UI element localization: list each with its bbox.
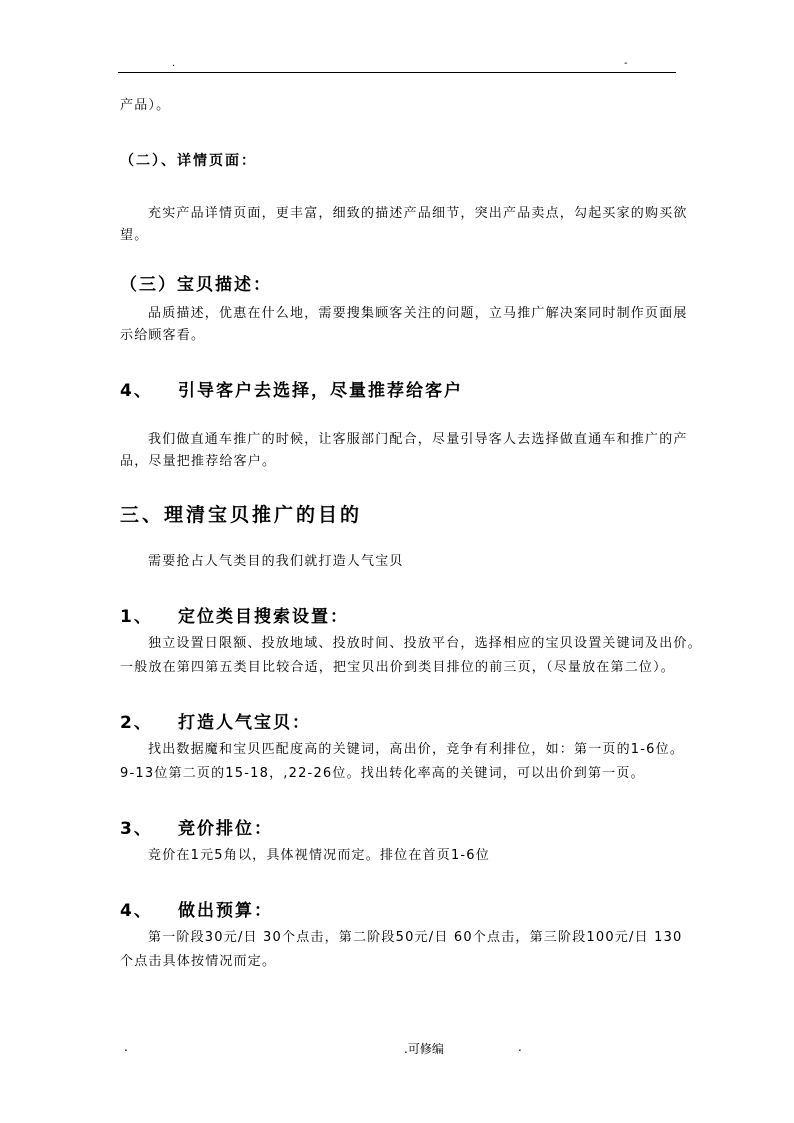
heading-text: 定位类目搜索设置： xyxy=(178,607,349,627)
paragraph-budget-line1: 第一阶段30元/日 30个点击，第二阶段50元/日 60个点击，第三阶段100元/日 130 xyxy=(148,930,683,945)
paragraph-guide-line1: 我们做直通车推广的时候，让客服部门配合，尽量引导客人去选择做直通车和推广的产 xyxy=(148,432,688,447)
paragraph-guide-line2: 品，尽量把推荐给客户。 xyxy=(120,454,277,469)
footer-right-mark: . xyxy=(518,1040,522,1054)
paragraph-popular-line2: 9-13位第二页的15-18，,22-26位。找出转化率高的关键词，可以出价到第一页。 xyxy=(120,766,645,781)
heading-number: 4、 xyxy=(120,381,153,401)
paragraph-description-line1: 品质描述，优惠在什么地，需要搜集顾客关注的问题，立马推广解决案同时制作页面展 xyxy=(148,306,688,321)
heading-category-search xyxy=(120,602,349,627)
heading-text: 做出预算： xyxy=(178,901,273,921)
section-heading-promotion-purpose: 三、理清宝贝推广的目的 xyxy=(120,504,363,526)
paragraph-promotion-intro: 需要抢占人气类目的我们就打造人气宝贝 xyxy=(148,554,404,569)
header-left-mark: . xyxy=(172,58,176,69)
heading-text: 引导客户去选择，尽量推荐给客户 xyxy=(178,381,463,401)
heading-number: 1、 xyxy=(120,607,153,627)
footer-editable-note: .可修编 xyxy=(404,1042,444,1056)
heading-popular-item xyxy=(120,708,311,733)
heading-number: 2、 xyxy=(120,713,153,733)
header-right-mark: - xyxy=(624,58,628,69)
paragraph-detail-line2: 望。 xyxy=(120,228,149,243)
header-rule xyxy=(118,72,676,73)
paragraph-category-line1: 独立设置日限额、投放地域、投放时间、投放平台，选择相应的宝贝设置关键词及出价。 xyxy=(148,636,702,651)
paragraph-description-line2: 示给顾客看。 xyxy=(120,328,206,343)
subheading-item-description: （三）宝贝描述： xyxy=(120,275,272,295)
heading-guide-customers xyxy=(120,376,463,401)
heading-text: 竞价排位： xyxy=(178,819,273,839)
paragraph-popular-line1: 找出数据魔和宝贝匹配度高的关键词，高出价，竞争有利排位，如：第一页的1-6位。 xyxy=(148,742,685,757)
heading-number: 4、 xyxy=(120,901,153,921)
heading-budget xyxy=(120,896,273,921)
paragraph-bid-line1: 竞价在1元5角以，具体视情况而定。排位在首页1-6位 xyxy=(148,848,490,863)
continuation-text: 产品）。 xyxy=(120,98,171,113)
paragraph-category-line2: 一般放在第四第五类目比较合适，把宝贝出价到类目排位的前三页，（尽量放在第二位）。 xyxy=(120,660,676,675)
heading-bid-ranking xyxy=(120,814,273,839)
footer-left-mark: . xyxy=(124,1040,128,1054)
paragraph-detail-line1: 充实产品详情页面，更丰富，细致的描述产品细节，突出产品卖点，勾起买家的购买欲 xyxy=(148,206,688,221)
subheading-detail-page: （二）、详情页面： xyxy=(120,153,257,169)
paragraph-budget-line2: 个点击具体按情况而定。 xyxy=(120,954,277,969)
heading-number: 3、 xyxy=(120,819,153,839)
heading-text: 打造人气宝贝： xyxy=(178,713,311,733)
